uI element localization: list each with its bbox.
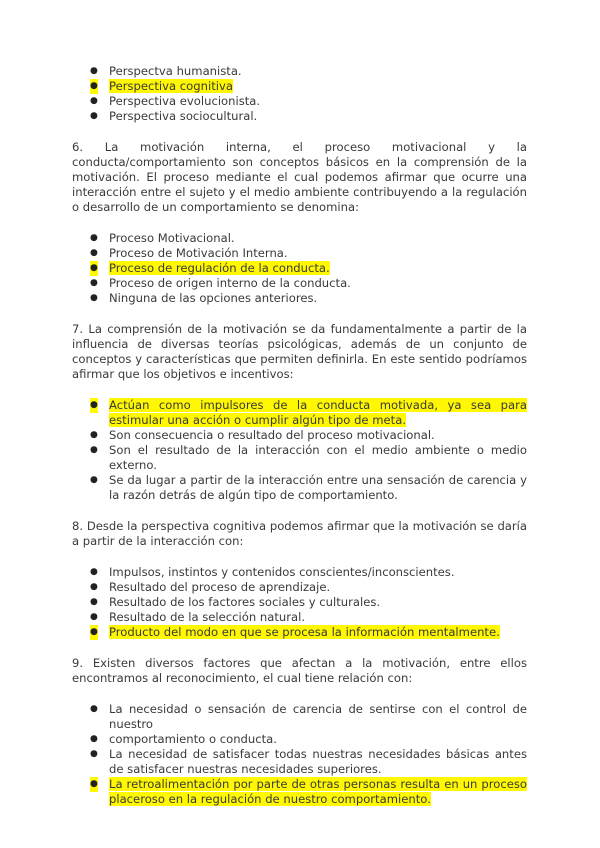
bullet-icon: ● xyxy=(90,430,98,440)
bullet-icon: ● xyxy=(90,612,98,622)
option-item: ● La necesidad de satisfacer todas nuestras necesidades básicas antes de satisfacer nuestras necesidades superiores. xyxy=(90,747,527,776)
bullet-icon: ● xyxy=(90,777,98,792)
option-item: ● La necesidad o sensación de carencia de sentirse con el control de nuestro xyxy=(90,702,527,731)
option-item: ● Ninguna de las opciones anteriores. xyxy=(90,291,318,305)
bullet-icon: ● xyxy=(90,597,98,607)
option-item: ● Resultado de la selección natural. xyxy=(90,610,306,624)
option-item: ● comportamiento o conducta. xyxy=(90,732,277,746)
bullet-icon: ● xyxy=(90,111,98,121)
document-body xyxy=(72,64,527,807)
option-item-highlighted: ● Producto del modo en que se procesa la información mentalmente. xyxy=(90,625,500,639)
option-item: ● Perspectiva sociocultural. xyxy=(90,109,258,123)
bullet-icon: ● xyxy=(90,278,98,288)
bullet-icon: ● xyxy=(90,625,98,640)
question-6: 6. La motivación interna, el proceso motivacional y la conducta/comportamiento son conceptos básicos en la comprensión de la motivación. El proceso mediante el cual podemos afirmar que ocurre una interacción entre el sujeto y el medio ambiente contribuyendo a la regulación o desarrollo de un comportamiento se denomina: xyxy=(72,140,527,214)
bullet-icon: ● xyxy=(90,582,98,592)
option-item-highlighted: ● Proceso de regulación de la conducta. xyxy=(90,261,330,275)
option-item: ● Son consecuencia o resultado del proceso motivacional. xyxy=(90,428,435,442)
option-item: ● Se da lugar a partir de la interacción entre una sensación de carencia y la razón detrás de algún tipo de comportamiento. xyxy=(90,473,527,502)
option-item: ● Proceso de Motivación Interna. xyxy=(90,246,288,260)
bullet-icon: ● xyxy=(90,261,98,276)
bullet-icon: ● xyxy=(90,248,98,258)
option-item: ● Son el resultado de la interacción con el medio ambiente o medio externo. xyxy=(90,443,527,472)
option-item: ● Resultado de los factores sociales y culturales. xyxy=(90,595,381,609)
bullet-icon: ● xyxy=(90,79,98,94)
bullet-icon: ● xyxy=(90,704,98,714)
bullet-icon: ● xyxy=(90,66,98,76)
question-6-options xyxy=(72,231,527,306)
question-8: 8. Desde la perspectiva cognitiva podemos afirmar que la motivación se daría a partir de la interacción con: xyxy=(72,519,527,548)
option-item: ● Perspectva humanista. xyxy=(90,64,242,78)
question-9: 9. Existen diversos factores que afectan a la motivación, entre ellos encontramos al reconocimiento, el cual tiene relación con: xyxy=(72,656,527,685)
bullet-icon: ● xyxy=(90,749,98,759)
bullet-icon: ● xyxy=(90,398,98,413)
intro-option-list xyxy=(72,64,527,124)
bullet-icon: ● xyxy=(90,293,98,303)
bullet-icon: ● xyxy=(90,475,98,485)
bullet-icon: ● xyxy=(90,734,98,744)
option-item-highlighted: ● Actúan como impulsores de la conducta motivada, ya sea para estimular una acción o cumplir algún tipo de meta. xyxy=(90,398,527,427)
option-item: ● Impulsos, instintos y contenidos conscientes/inconscientes. xyxy=(90,565,455,579)
option-item-highlighted: ● La retroalimentación por parte de otras personas resulta en un proceso placeroso en la regulación de nuestro comportamiento. xyxy=(90,777,527,806)
bullet-icon: ● xyxy=(90,96,98,106)
option-item: ● Proceso Motivacional. xyxy=(90,231,235,245)
bullet-icon: ● xyxy=(90,567,98,577)
option-item: ● Resultado del proceso de aprendizaje. xyxy=(90,580,331,594)
question-7-options xyxy=(72,398,527,503)
bullet-icon: ● xyxy=(90,445,98,455)
question-7: 7. La comprensión de la motivación se da fundamentalmente a partir de la influencia de diversas teorías psicológicas, además de un conjunto de conceptos y características que permiten definirla. En este sentido podríamos afirmar que los objetivos e incentivos: xyxy=(72,322,527,381)
question-9-options xyxy=(72,702,527,807)
option-item-highlighted: ● Perspectiva cognitiva xyxy=(90,79,233,93)
bullet-icon: ● xyxy=(90,233,98,243)
question-8-options xyxy=(72,565,527,640)
option-item: ● Proceso de origen interno de la conducta. xyxy=(90,276,351,290)
option-item: ● Perspectiva evolucionista. xyxy=(90,94,261,108)
